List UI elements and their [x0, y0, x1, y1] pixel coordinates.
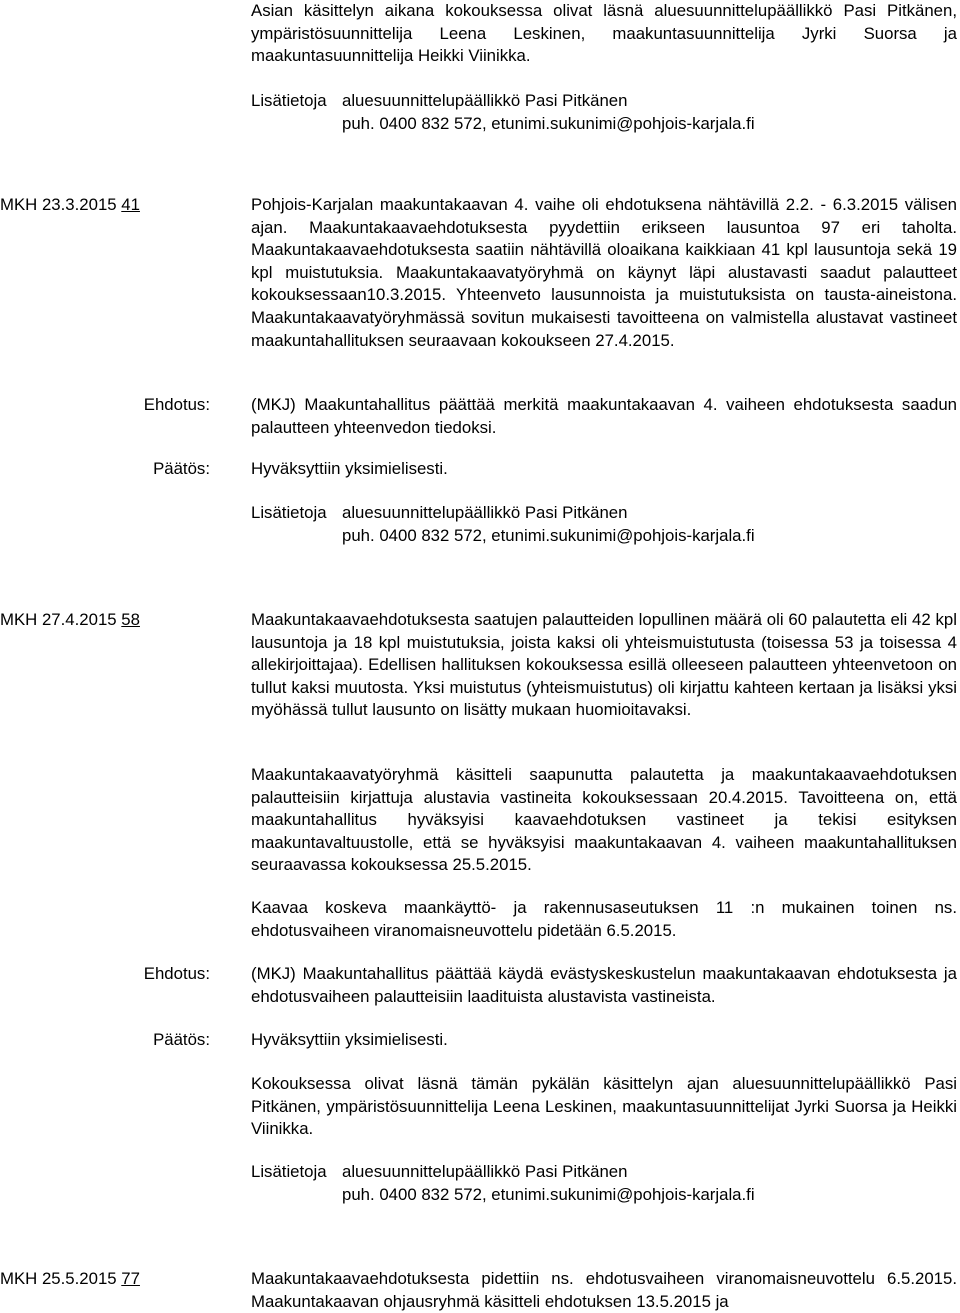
proposal-text: (MKJ) Maakuntahallitus päättää merkitä maakuntakaavan 4. vaiheen ehdotuksesta saadun palautteen yhteenvedon tiedoksi. — [251, 395, 957, 437]
contact-block — [251, 90, 755, 135]
contact-name: aluesuunnittelupäällikkö Pasi Pitkänen — [342, 91, 628, 110]
contact-details: puh. 0400 832 572, etunimi.sukunimi@pohjois-karjala.fi — [342, 113, 755, 133]
contact-details: puh. 0400 832 572, etunimi.sukunimi@pohjois-karjala.fi — [342, 1184, 755, 1204]
contact-name: aluesuunnittelupäällikkö Pasi Pitkänen — [342, 503, 628, 522]
section-date: MKH 27.4.2015 — [0, 610, 117, 629]
section-reference — [0, 1268, 140, 1291]
contact-block — [251, 1161, 755, 1206]
section-date: MKH 23.3.2015 — [0, 195, 117, 214]
section-number: 58 — [121, 610, 140, 629]
contact-block — [251, 502, 755, 547]
section-reference — [0, 194, 140, 217]
section-paragraph: Kaavaa koskeva maankäyttö- ja rakennusaseutuksen 11 :n mukainen toinen ns. ehdotusvaiheen viranomaisneuvottelu pidetään 6.5.2015. — [251, 898, 957, 940]
attendance-paragraph: Asian käsittelyn aikana kokouksessa olivat läsnä aluesuunnittelupäällikkö Pasi Pitkänen, ympäristösuunnittelija Leena Leskinen, maakuntasuunnittelija Jyrki Suorsa ja maakuntasuunnittelija Heikki Viinikka. — [251, 1, 957, 66]
section-paragraph: Maakuntakaavatyöryhmä käsitteli saapunutta palautetta ja maakuntakaavaehdotuksen palautteisiin kirjattuja alustavia vastineita kokouksessaan 20.4.2015. Tavoitteena on, että maakuntahallitus hyväksyisi kaavaehdotuksen vastineet ja tekisi esityksen maakuntavaltuustolle, että se hyväksyisi maakuntakaavan 4. vaiheen maakuntahallituksen seuraavassa kokouksessa 25.5.2015. — [251, 765, 957, 875]
contact-name: aluesuunnittelupäällikkö Pasi Pitkänen — [342, 1162, 628, 1181]
contact-details: puh. 0400 832 572, etunimi.sukunimi@pohjois-karjala.fi — [342, 525, 755, 545]
proposal-text: (MKJ) Maakuntahallitus päättää käydä evästyskeskustelun maakuntakaavan ehdotuksesta ja ehdotusvaiheen palautteisiin laadituista alustavista vastineista. — [251, 964, 957, 1006]
proposal-label: Ehdotus: — [143, 395, 210, 414]
decision-label: Päätös: — [153, 459, 210, 478]
section-paragraph: Maakuntakaavaehdotuksesta saatujen palautteiden lopullinen määrä oli 60 palautetta eli 42 kpl lausuntoja ja 18 kpl muistutuksia, joista kaksi oli yhteismuistutusta (toisessa 53 ja toisessa 4 allekirjoittajaa). Edellisen hallituksen kokouksessa esillä olleeseen palautteen yhteenvetoon on tullut kaksi muutosta. Yksi muistutus (yhteismuistutus) oli kirjattu kahteen kertaan ja lisäksi yksi myöhässä tullut lausunto on lisätty mukaan huomioitavaksi. — [251, 610, 957, 720]
decision-text: Hyväksyttiin yksimielisesti. — [251, 1030, 448, 1049]
contact-label: Lisätietoja — [251, 503, 327, 522]
section-date: MKH 25.5.2015 — [0, 1269, 117, 1288]
contact-label: Lisätietoja — [251, 1162, 327, 1181]
section-number: 41 — [121, 195, 140, 214]
section-reference — [0, 609, 140, 632]
proposal-label: Ehdotus: — [143, 964, 210, 983]
contact-label: Lisätietoja — [251, 91, 327, 110]
attendance-paragraph: Kokouksessa olivat läsnä tämän pykälän käsittelyn ajan aluesuunnittelupäällikkö Pasi Pitkänen, ympäristösuunnittelija Leena Leskinen, maakuntasuunnittelijat Jyrki Suorsa ja Heikki Viinikka. — [251, 1074, 957, 1139]
section-paragraph: Pohjois-Karjalan maakuntakaavan 4. vaihe oli ehdotuksena nähtävillä 2.2. - 6.3.2015 välisen ajan. Maakuntakaavaehdotuksesta pyydettiin erikseen lausuntoa 97 eri taholta. Maakuntakaavaehdotuksesta saatiin nähtävillä oloaikana kaikkiaan 41 kpl lausuntoja sekä 19 kpl muistutuksia. Maakuntakaavatyöryhmä on käynyt läpi alustavasti saadut palautteet kokouksessaan10.3.2015. Yhteenveto lausunnoista ja muistutuksista on tausta-aineistona. Maakuntakaavatyöryhmässä sovitun mukaisesti tavoitteena on valmistella alustavat vastineet maakuntahallituksen seuraavaan kokoukseen 27.4.2015. — [251, 195, 957, 350]
decision-label: Päätös: — [153, 1030, 210, 1049]
decision-text: Hyväksyttiin yksimielisesti. — [251, 459, 448, 478]
section-number: 77 — [121, 1269, 140, 1288]
section-paragraph: Maakuntakaavaehdotuksesta pidettiin ns. ehdotusvaiheen viranomaisneuvottelu 6.5.2015. Maakuntakaavan ohjausryhmä käsitteli ehdotuksen 13.5.2015 ja — [251, 1269, 957, 1311]
